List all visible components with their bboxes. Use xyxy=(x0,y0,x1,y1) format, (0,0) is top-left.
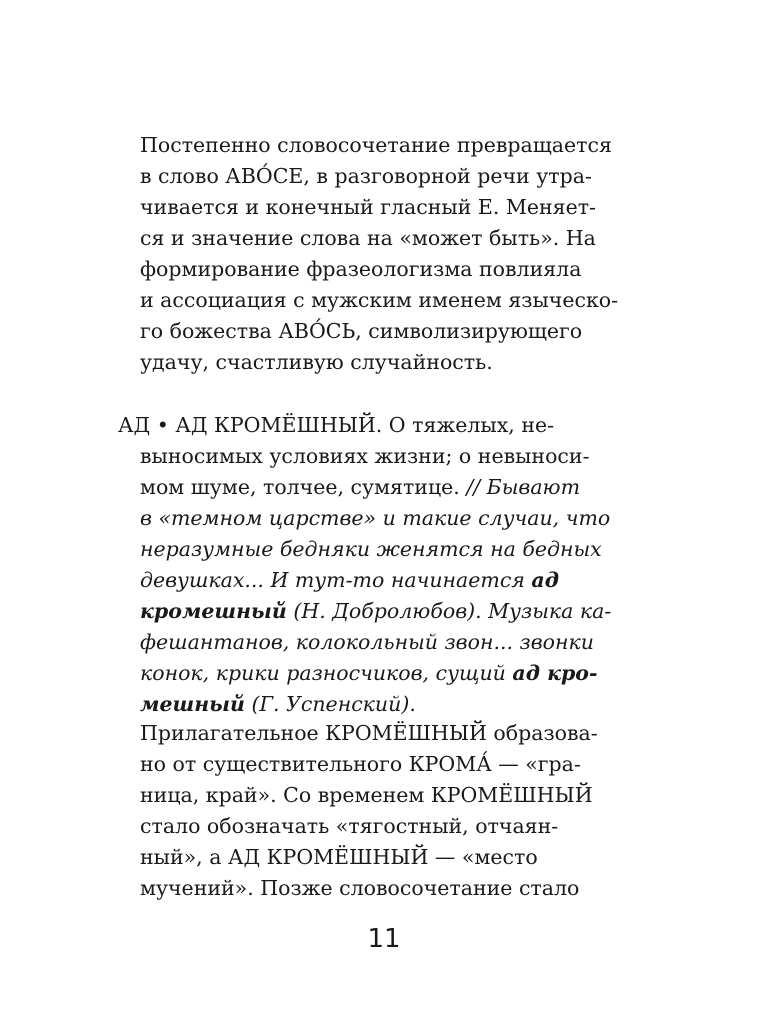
example-text: // Бывают xyxy=(466,475,581,499)
example-line: неразумные бедняки женятся на бедных xyxy=(140,537,602,561)
text-line: мучений». Позже словосочетание стало xyxy=(140,876,580,900)
text-line: ся и значение слова на «может быть». На xyxy=(140,226,596,250)
example-line: фешантанов, колокольный звон... звонки xyxy=(140,630,594,654)
example-line xyxy=(140,658,597,688)
text-line: формирование фразеологизма повлияла xyxy=(140,257,582,281)
text-line: но от существительного КРОМА́ — «гра- xyxy=(140,752,581,776)
text-line: Постепенно словосочетание превращается xyxy=(140,133,612,157)
example-phrase: мешный xyxy=(140,692,245,716)
text-line: ница, край». Со временем КРОМЁШНЫЙ xyxy=(140,783,593,807)
example-text: конок, крики разносчиков, сущий xyxy=(140,661,513,685)
entry-line xyxy=(140,472,580,502)
example-phrase: кромешный xyxy=(140,599,287,623)
example-line xyxy=(140,596,611,626)
text-line: ный», а АД КРОМЁШНЫЙ — «место xyxy=(140,845,538,869)
text-line: го божества АВО́СЬ, символизирующего xyxy=(140,319,583,343)
example-text: (Н. Добролюбов). Музыка ка- xyxy=(286,599,612,623)
entry-definition: мом шуме, толчее, сумятице. xyxy=(140,475,467,499)
page-number: 11 xyxy=(367,924,401,954)
example-phrase: ад xyxy=(531,568,559,592)
example-line xyxy=(140,565,559,595)
text-line: Прилагательное КРОМЁШНЫЙ образова- xyxy=(140,721,598,745)
example-line: в «темном царстве» и такие случаи, что xyxy=(140,506,611,530)
example-text: (Г. Успенский). xyxy=(244,692,416,716)
example-phrase: ад кро- xyxy=(512,661,598,685)
text-line: стало обозначать «тягостный, отчаян- xyxy=(140,814,559,838)
example-text: девушках... И тут-то начинается xyxy=(140,568,532,592)
text-line: в слово АВО́СЕ, в разговорной речи утра- xyxy=(140,164,592,188)
text-line: удачу, счастливую случайность. xyxy=(140,350,493,374)
text-line: чивается и конечный гласный Е. Меняет- xyxy=(140,195,596,219)
entry-line xyxy=(118,410,554,440)
entry-definition: О тяжелых, не- xyxy=(388,413,555,437)
entry-line: выносимых условиях жизни; о невыноси- xyxy=(140,444,590,468)
text-line: и ассоциация с мужским именем языческо- xyxy=(140,288,619,312)
example-line xyxy=(140,689,416,719)
entry-headword: АД • АД КРОМЁШНЫЙ. xyxy=(118,413,389,437)
